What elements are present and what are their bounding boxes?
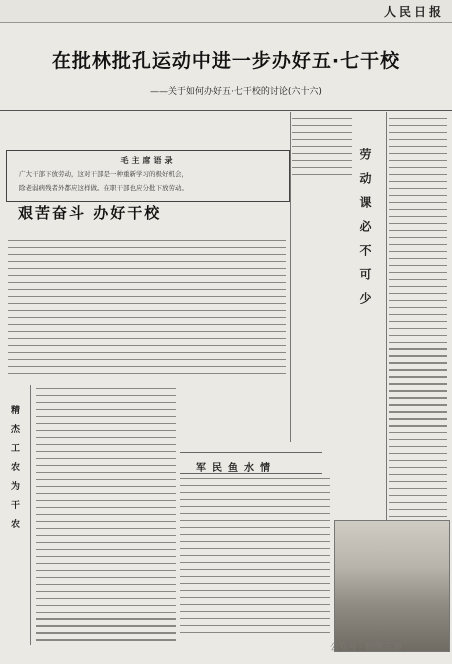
news-photo bbox=[334, 520, 450, 652]
article-title: 艰苦奋斗 办好干校 bbox=[18, 204, 162, 222]
sidebar-left-title: 精杰工农为干农 bbox=[9, 405, 19, 538]
quotation-line: 广大干部下放劳动，这对干部是一种重新学习的极好机会， bbox=[19, 170, 188, 178]
quotation-box bbox=[6, 150, 290, 202]
header-rule bbox=[0, 110, 452, 111]
page-subheadline: ——关于如何办好五·七干校的讨论(六十六) bbox=[150, 87, 322, 97]
column-divider bbox=[290, 112, 291, 442]
quotation-title: 毛主席语录 bbox=[120, 155, 176, 165]
top-strip bbox=[0, 0, 452, 23]
article-text-block bbox=[180, 478, 330, 639]
sidebar-right-title: 劳动课必不可少 bbox=[358, 148, 372, 316]
masthead: 人民日报 bbox=[383, 5, 444, 19]
article-text-block bbox=[36, 388, 176, 646]
watermark: 公众号 · 鲲鹏击浪 bbox=[330, 643, 402, 653]
quotation-line: 除老弱病残者外都应这样做。在职干部也应分批下放劳动。 bbox=[19, 184, 188, 192]
page-headline: 在批林批孔运动中进一步办好五·七干校 bbox=[51, 50, 401, 72]
article-text-block bbox=[292, 118, 352, 181]
section-title: 军民鱼水情 bbox=[196, 463, 276, 474]
column-divider bbox=[30, 385, 31, 645]
article-text-block bbox=[8, 240, 286, 380]
